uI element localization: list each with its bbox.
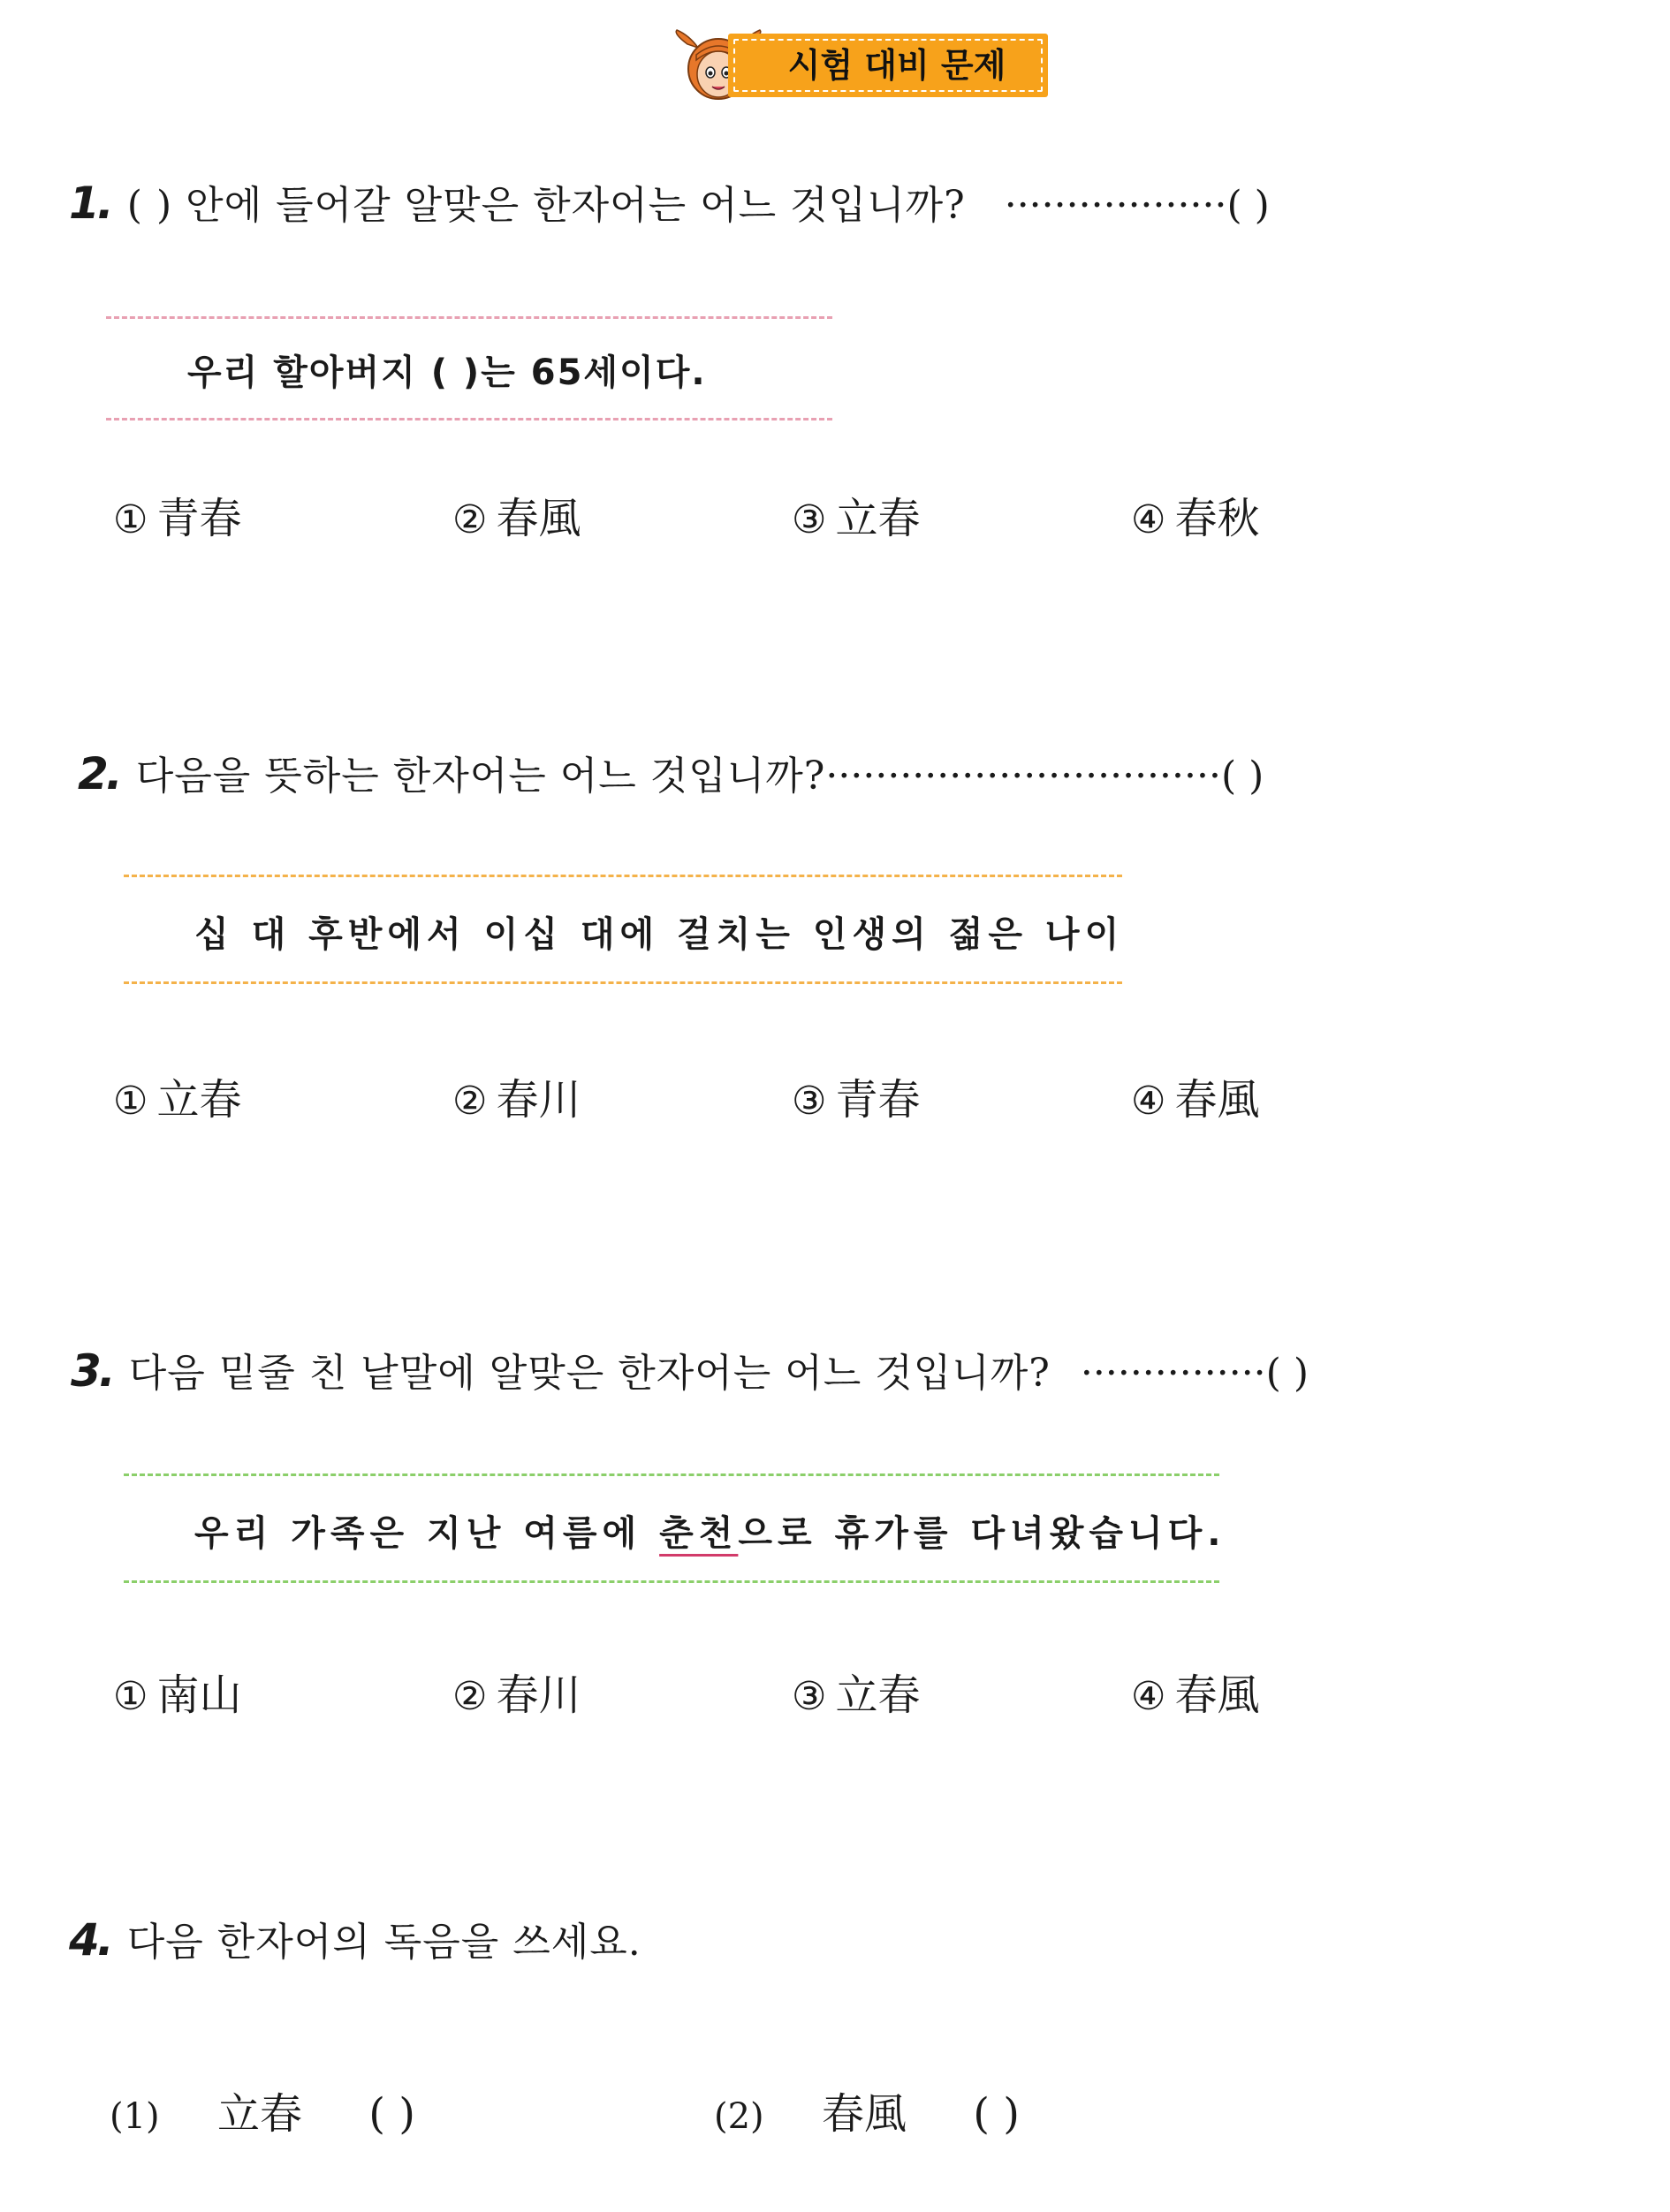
question-2 [78, 744, 1264, 800]
option-2[interactable]: ② 春川 [452, 1670, 581, 1720]
question-text: 다음 한자어의 독음을 쓰세요. [126, 1920, 641, 1965]
example-box [106, 316, 832, 420]
reading-item-2: (2) 春風 ( ) [714, 2089, 1020, 2139]
question-text: 다음을 뜻하는 한자어는 어느 것입니까? [135, 754, 826, 799]
box-bottom-border [106, 418, 832, 420]
answer-blank[interactable]: ( ) [973, 2089, 1020, 2139]
box-top-border [124, 875, 1122, 877]
answer-blank[interactable]: ( ) [1265, 1351, 1309, 1396]
box-top-border [124, 1473, 1219, 1476]
option-4[interactable]: ④ 春風 [1131, 1075, 1260, 1125]
answer-blank[interactable]: ( ) [368, 2089, 415, 2139]
box-top-border [106, 316, 832, 319]
example-box [124, 1473, 1226, 1583]
question-number: 2. [78, 748, 120, 799]
option-4[interactable]: ④ 春風 [1131, 1670, 1260, 1720]
option-2[interactable]: ② 春風 [452, 494, 581, 543]
question-1 [69, 173, 1270, 230]
question-number: 3. [71, 1345, 113, 1397]
underlined-word: 춘천 [659, 1513, 739, 1554]
box-bottom-border [124, 981, 1122, 984]
answer-blank[interactable]: ( ) [1220, 754, 1264, 799]
question-number: 4. [69, 1914, 111, 1966]
question-text: ( ) 안에 들어갈 알맞은 한자어는 어느 것입니까? [126, 183, 966, 228]
question-3 [71, 1341, 1309, 1398]
question-number: 1. [69, 178, 111, 229]
header-badge [672, 28, 1051, 102]
leader-dots: ·················· [1004, 183, 1227, 228]
option-3[interactable]: ③ 立春 [792, 494, 921, 543]
definition-box [124, 875, 1125, 984]
question-text: 다음 밑줄 친 낱말에 알맞은 한자어는 어느 것입니까? [128, 1351, 1051, 1396]
option-3[interactable]: ③ 立春 [792, 1670, 921, 1720]
leader-dots: ································ [825, 754, 1221, 799]
definition-text: 십 대 후반에서 이십 대에 걸치는 인생의 젊은 나이 [194, 914, 1125, 955]
option-3[interactable]: ③ 青春 [792, 1075, 921, 1125]
leader-dots: ··············· [1080, 1351, 1266, 1396]
option-2[interactable]: ② 春川 [452, 1075, 581, 1125]
box-bottom-border [124, 1580, 1219, 1583]
example-sentence: 우리 할아버지 ( )는 65세이다. [187, 352, 707, 393]
example-sentence: 우리 가족은 지난 여름에 춘천으로 휴가를 다녀왔습니다. [194, 1513, 1226, 1554]
option-1[interactable]: ① 立春 [113, 1075, 242, 1125]
question-4 [69, 1910, 641, 1966]
option-1[interactable]: ① 南山 [113, 1670, 242, 1720]
option-4[interactable]: ④ 春秋 [1131, 494, 1260, 543]
answer-blank[interactable]: ( ) [1226, 183, 1270, 228]
header-title: 시험 대비 문제 [787, 46, 1006, 85]
option-1[interactable]: ① 青春 [113, 494, 242, 543]
reading-item-1: (1) 立春 ( ) [110, 2089, 415, 2139]
